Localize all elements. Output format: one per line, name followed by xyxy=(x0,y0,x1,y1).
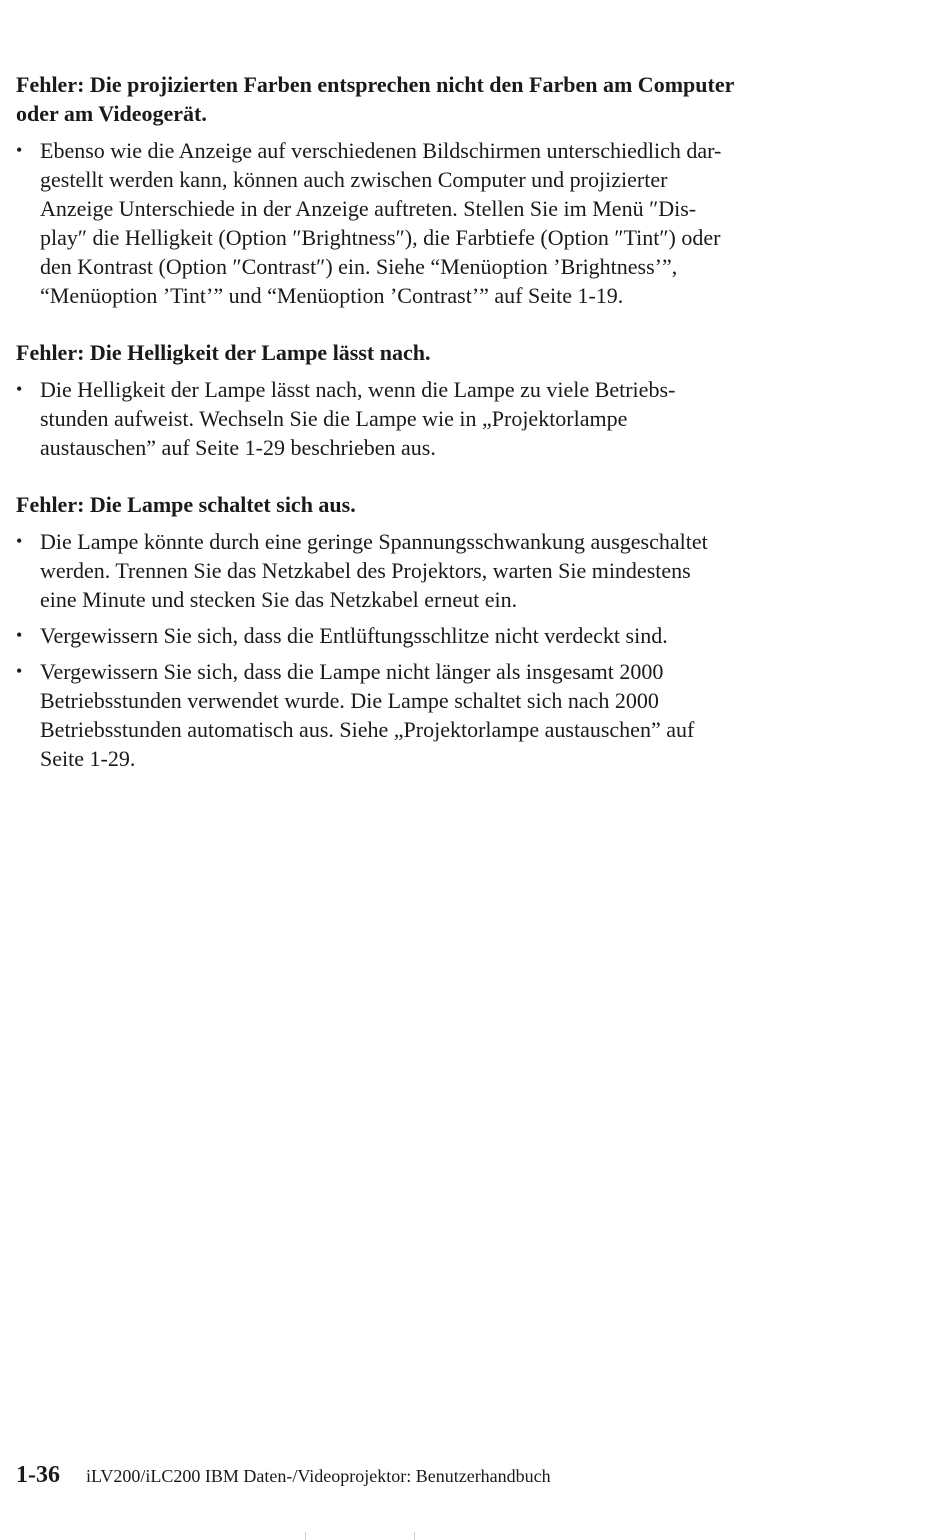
list-item xyxy=(16,657,876,773)
page-number: 1-36 xyxy=(16,1462,60,1488)
list-item-text: Vergewissern Sie sich, dass die Lampe nicht länger als insgesamt 2000 Betriebsstunden verwendet wurde. Die Lampe schaltet sich nach 2000 Betriebsstunden automatisch aus. Siehe „Projektorlampe austauschen” auf Seite 1-29. xyxy=(40,659,695,771)
list-item-text: Ebenso wie die Anzeige auf verschiedenen Bildschirmen unterschiedlich dar- gestellt werden kann, können auch zwischen Computer und projizierter Anzeige Unterschiede in der Anzeige auftreten. Stellen Sie im Menü ″Dis- play″ die Helligkeit (Option ″Brightness″), die Farbtiefe (Option ″Tint″) oder den Kontrast (Option ″Contrast″) ein. Siehe “Menüoption ’Brightness’”, “Menüoption ’Tint’” und “Menüoption ’Contrast’” auf Seite 1-19. xyxy=(40,138,722,308)
list-item xyxy=(16,375,876,462)
bullet-list-lamp-off xyxy=(16,527,876,773)
list-item xyxy=(16,136,876,310)
list-item-text: Die Helligkeit der Lampe lässt nach, wenn die Lampe zu viele Betriebs- stunden aufweist. Wechseln Sie die Lampe wie in „Projektorlampe austauschen” auf Seite 1-29 beschrieben aus. xyxy=(40,377,676,460)
bullet-icon: • xyxy=(16,531,23,551)
bullet-icon: • xyxy=(16,661,23,681)
crop-mark xyxy=(305,1532,306,1540)
bullet-icon: • xyxy=(16,379,23,399)
bullet-icon: • xyxy=(16,140,23,160)
book-title: iLV200/iLC200 IBM Daten-/Videoprojektor: Benutzerhandbuch xyxy=(86,1466,551,1486)
list-item-text: Vergewissern Sie sich, dass die Entlüftungsschlitze nicht verdeckt sind. xyxy=(40,623,668,648)
page-footer xyxy=(16,1462,551,1489)
list-item xyxy=(16,527,876,614)
section-heading-brightness: Fehler: Die Helligkeit der Lampe lässt nach. xyxy=(16,340,431,365)
bullet-list-brightness xyxy=(16,375,876,462)
section-heading-lamp-off: Fehler: Die Lampe schaltet sich aus. xyxy=(16,492,356,517)
bullet-icon: • xyxy=(16,625,23,645)
section-heading-colors: Fehler: Die projizierten Farben entsprechen nicht den Farben am Computer oder am Videogerät. xyxy=(16,72,735,126)
list-item xyxy=(16,621,876,650)
crop-mark xyxy=(414,1532,415,1540)
bullet-list-colors xyxy=(16,136,876,310)
list-item-text: Die Lampe könnte durch eine geringe Spannungsschwankung ausgeschaltet werden. Trennen Sie das Netzkabel des Projektors, warten Sie mindestens eine Minute und stecken Sie das Netzkabel erneut ein. xyxy=(40,529,708,612)
document-body xyxy=(16,70,876,780)
